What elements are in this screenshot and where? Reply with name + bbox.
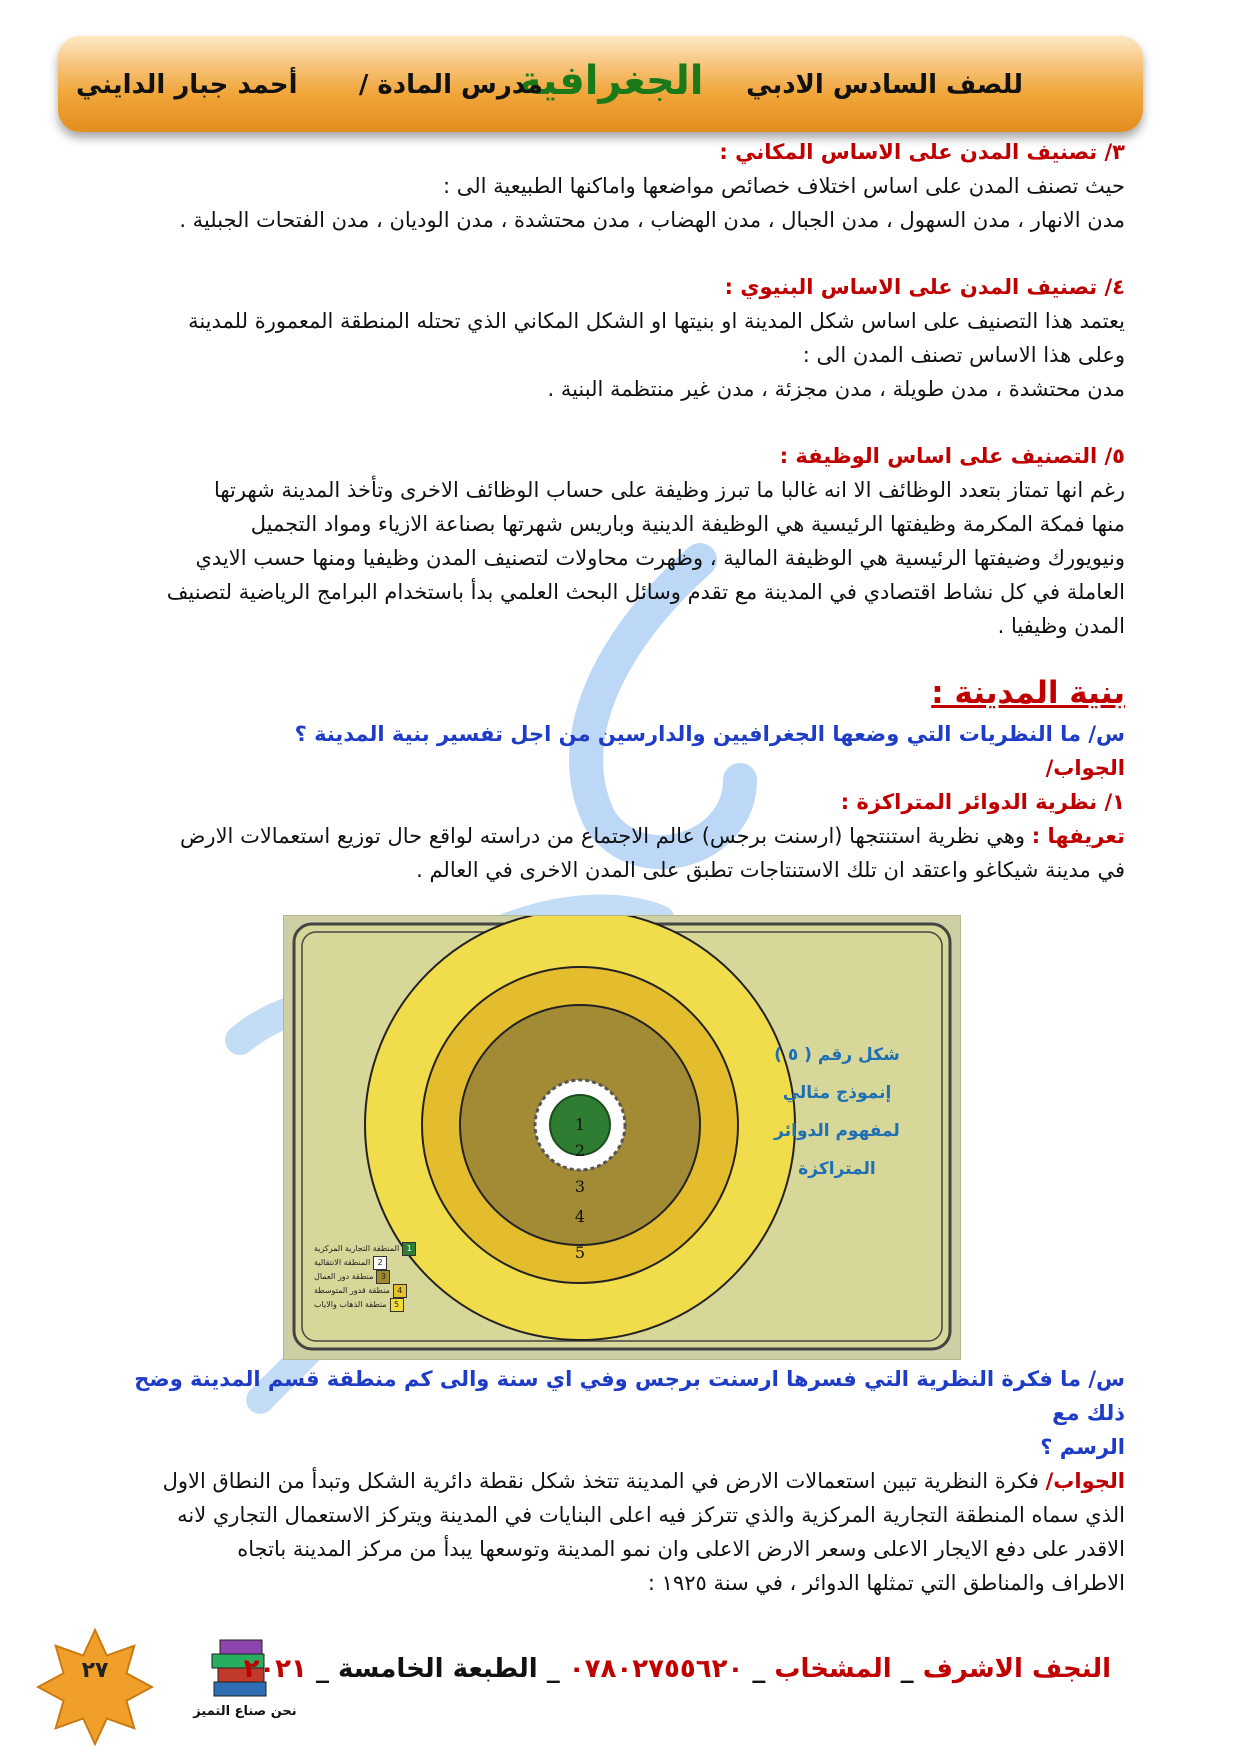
main-content — [110, 135, 1125, 887]
ring-number: 3 — [574, 1177, 586, 1196]
page-star-badge — [36, 1628, 154, 1746]
page-number: ٢٧ — [81, 1658, 109, 1683]
caption-line: المتراكزة — [798, 1159, 876, 1179]
footer-edition: الطبعة الخامسة — [338, 1654, 538, 1684]
answer-2-text: فكرة النظرية تبين استعمالات الارض في المدينة تتخذ شكل نقطة دائرية الشكل وتبدأ من النطاق الاول — [162, 1469, 1046, 1493]
teacher-name: أحمد جبار الدايني — [76, 70, 298, 100]
definition-label: تعريفها : — [1031, 824, 1125, 848]
answer-2-line: الاطراف والمناطق التي تمثلها الدوائر ، في سنة ١٩٢٥ : — [647, 1571, 1125, 1595]
figure-legend — [314, 1242, 434, 1312]
figure-caption — [762, 1036, 912, 1188]
legend-item: 1 المنطقة التجارية المركزية — [314, 1242, 434, 1256]
answer-2-line — [110, 1464, 1125, 1498]
definition-text: وهي نظرية استنتجها (ارسنت برجس) عالم الاجتماع من دراسته لواقع حال توزيع استعمالات الارض — [180, 824, 1032, 848]
structure-answer-label: الجواب/ — [1045, 756, 1125, 780]
section-5-title: ٥/ التصنيف على اساس الوظيفة : — [779, 444, 1125, 468]
section-4-line: يعتمد هذا التصنيف على اساس شكل المدينة او بنيتها او الشكل المكاني الذي تحتله المنطقة المعمورة للمدينة — [188, 309, 1125, 333]
definition-line — [110, 819, 1125, 853]
ring-number: 2 — [574, 1141, 586, 1160]
definition-line-2: في مدينة شيكاغو واعتقد ان تلك الاستنتاجات تطبق على المدن الاخرى في العالم . — [416, 858, 1125, 882]
theory-title: ١/ نظرية الدوائر المتراكزة : — [840, 790, 1125, 814]
section-3-title: ٣/ تصنيف المدن على الاساس المكاني : — [719, 140, 1125, 164]
footer-year: ٢٠٢١ — [243, 1654, 307, 1684]
section-5-line: ونيويورك وضيفتها الرئيسية هي الوظيفة المالية ، وظهرت محاولات لتصنيف المدن وظيفيا ومنها حسب الايدي — [195, 546, 1125, 570]
page-header — [58, 36, 1143, 132]
answer-2-line: الاقدر على دفع الايجار الاعلى وسعر الارض الاعلى وان نمو المدينة وتوسعها يبدأ من مركز المدينة باتجاه — [237, 1537, 1125, 1561]
footer-phone: ٠٧٨٠٢٧٥٥٦٢٠ — [568, 1654, 744, 1684]
footer-info: النجف الاشرف _ المشخاب _ ٠٧٨٠٢٧٥٥٦٢٠ _ الطبعة الخامسة _ ٢٠٢١ — [243, 1654, 1111, 1684]
slogan-text: نحن صناع التميز — [193, 1704, 297, 1719]
ring-number: 1 — [574, 1115, 586, 1134]
section-4-title: ٤/ تصنيف المدن على الاساس البنيوي : — [724, 275, 1125, 299]
answer-2-label: الجواب/ — [1045, 1469, 1125, 1493]
question-2: س/ ما فكرة النظرية التي فسرها ارسنت برجس وفي اي سنة والى كم منطقة قسم المدينة وضح ذلك مع — [134, 1367, 1125, 1425]
answer-2-line: الذي سماه المنطقة التجارية المركزية والذي تتركز فيه اعلى البنايات في المدينة ويتركز الاستعمال التجاري لانه — [177, 1503, 1125, 1527]
section-3-line: حيث تصنف المدن على اساس اختلاف خصائص مواضعها واماكنها الطبيعية الى : — [442, 174, 1125, 198]
legend-item: 4 منطقة قدور المتوسطة — [314, 1284, 434, 1298]
teacher-label: مدرس المادة / — [358, 70, 543, 100]
ring-number: 5 — [574, 1243, 586, 1262]
ring-number: 4 — [574, 1207, 586, 1226]
page-footer — [0, 1620, 1241, 1730]
section-5-line: رغم انها تمتاز بتعدد الوظائف الا انه غالبا ما تبرز وظيفة على حساب الوظائف الاخرى وتأخذ المدينة شهرتها — [213, 478, 1125, 502]
legend-item: 5 منطقة الذهاب والاياب — [314, 1298, 434, 1312]
concentric-zones-figure — [283, 915, 961, 1360]
section-3-line: مدن الانهار ، مدن السهول ، مدن الجبال ، مدن الهضاب ، مدن محتشدة ، مدن الوديان ، مدن الفتحات الجبلية . — [179, 208, 1125, 232]
caption-line: إنموذج مثالي — [782, 1083, 892, 1103]
footer-city: النجف الاشرف — [922, 1654, 1111, 1684]
section-4-line: مدن محتشدة ، مدن طويلة ، مدن مجزئة ، مدن غير منتظمة البنية . — [547, 377, 1125, 401]
structure-question: س/ ما النظريات التي وضعها الجغرافيين والدارسين من اجل تفسير بنية المدينة ؟ — [294, 722, 1125, 746]
class-label: للصف السادس الادبي — [746, 70, 1023, 100]
section-5-line: منها فمكة المكرمة وظيفتها الرئيسية هي الوظيفة الدينية وباريس شهرتها بصناعة الازياء ومواد التجميل — [250, 512, 1125, 536]
question-2-cont: الرسم ؟ — [1040, 1435, 1125, 1459]
caption-line: شكل رقم ( ٥ ) — [774, 1045, 900, 1065]
legend-item: 3 منطقة دور العمال — [314, 1270, 434, 1284]
subject-title: الجغرافية — [518, 58, 704, 104]
question-2-block — [110, 1362, 1125, 1600]
section-4-line: وعلى هذا الاساس تصنف المدن الى : — [802, 343, 1125, 367]
section-5-line: المدن وظيفيا . — [997, 614, 1125, 638]
caption-line: لمفهوم الدوائر — [774, 1121, 900, 1141]
section-5-line: العاملة في كل نشاط اقتصادي في المدينة مع تقدم وسائل البحث العلمي بدأ باستخدام البرامج الرياضية لتصنيف — [166, 580, 1125, 604]
city-structure-title: بنية المدينة : — [931, 675, 1125, 711]
legend-item: 2 المنطقة الانتقالية — [314, 1256, 434, 1270]
footer-area: المشخاب — [774, 1654, 892, 1684]
